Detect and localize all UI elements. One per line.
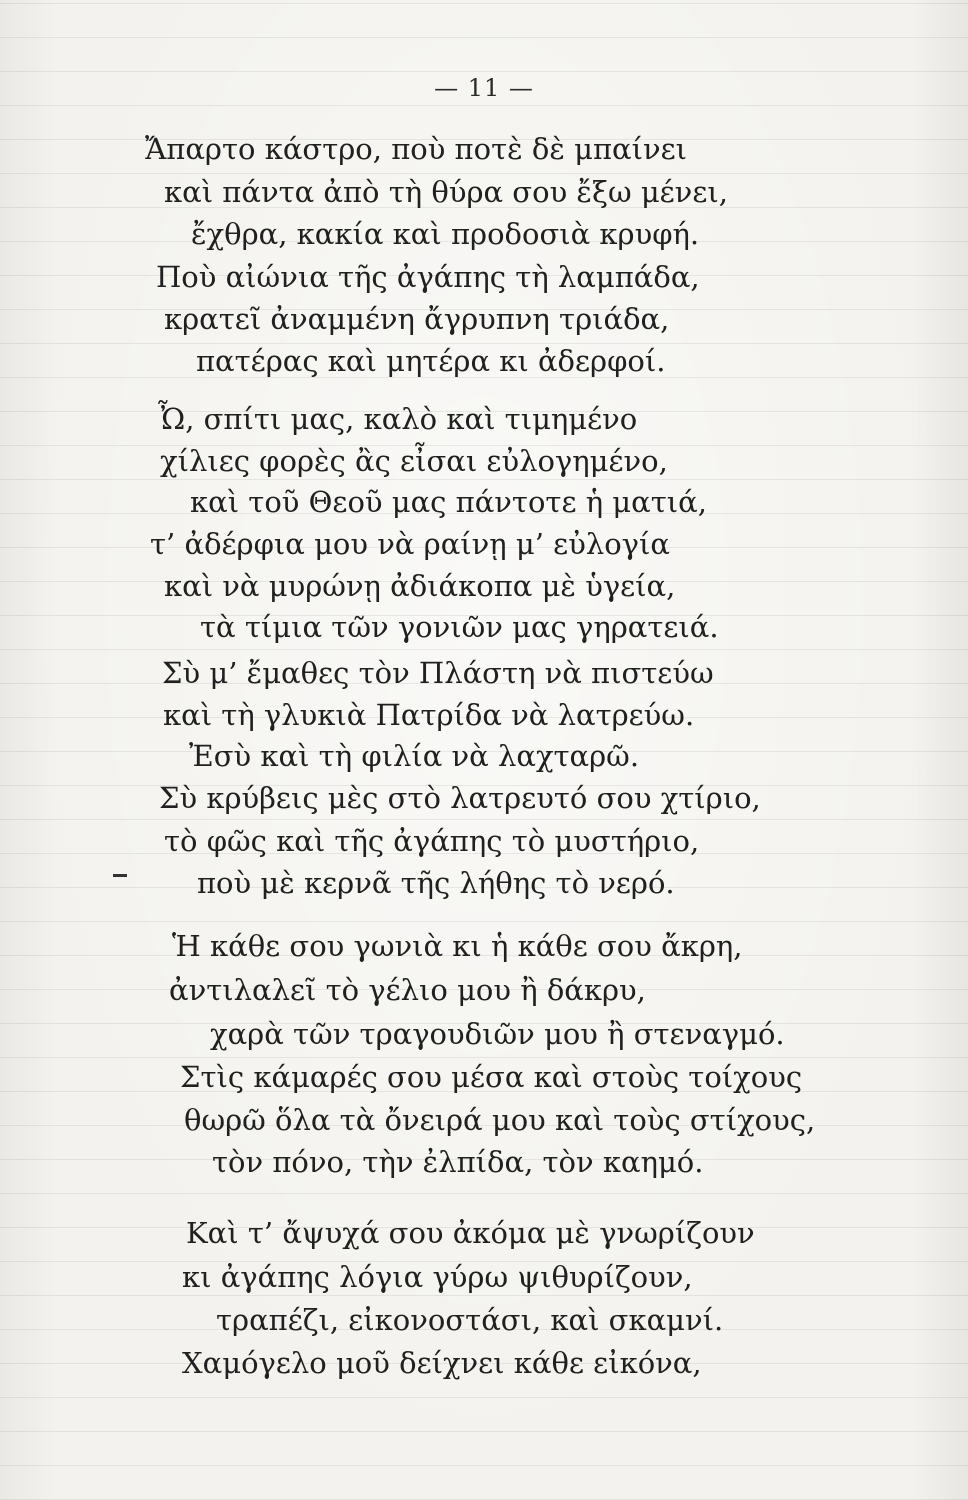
poem-line: τὸν πόνο, τὴν ἐλπίδα, τὸν καημό. <box>212 1145 704 1179</box>
poem-line: ποὺ μὲ κερνᾶ τῆς λήθης τὸ νερό. <box>197 866 675 900</box>
poem-line: τ’ ἀδέρφια μου νὰ ραίνῃ μ’ εὐλογία <box>150 527 670 561</box>
poem-line: Ἄπαρτο κάστρο, ποὺ ποτὲ δὲ μπαίνει <box>145 132 688 166</box>
poem-line: καὶ πάντα ἀπὸ τὴ θύρα σου ἔξω μένει, <box>164 175 728 209</box>
poem-line: Χαμόγελο μοῦ δείχνει κάθε εἰκόνα, <box>182 1346 702 1380</box>
poem-line: Ἡ κάθε σου γωνιὰ κι ἡ κάθε σου ἄκρη, <box>172 929 743 963</box>
poem-line: τὰ τίμια τῶν γονιῶν μας γηρατειά. <box>200 610 719 644</box>
poem-line: Σὺ μ’ ἔμαθες τὸν Πλάστη νὰ πιστεύω <box>162 656 714 690</box>
poem-line: Ἐσὺ καὶ τὴ φιλία νὰ λαχταρῶ. <box>189 739 640 773</box>
poem-line: ἔχθρα, κακία καὶ προδοσιὰ κρυφή. <box>191 217 700 251</box>
poem-line: καὶ νὰ μυρώνῃ ἀδιάκοπα μὲ ὑγεία, <box>164 569 676 603</box>
poem-line: Ὦ, σπίτι μας, καλὸ καὶ τιμημένο <box>158 402 638 436</box>
poem-line: τραπέζι, εἰκονοστάσι, καὶ σκαμνί. <box>216 1303 724 1337</box>
poem-line: πατέρας καὶ μητέρα κι ἀδερφοί. <box>196 344 666 378</box>
poem-line: χίλιες φορὲς ἂς εἶσαι εὐλογημένο, <box>160 444 668 478</box>
poem-line: θωρῶ ὅλα τὰ ὄνειρά μου καὶ τοὺς στίχους, <box>184 1103 816 1137</box>
poem-line: χαρὰ τῶν τραγουδιῶν μου ἢ στεναγμό. <box>210 1017 785 1051</box>
poem-line: Καὶ τ’ ἄψυχά σου ἀκόμα μὲ γνωρίζουν <box>186 1216 755 1250</box>
poem-line: καὶ τὴ γλυκιὰ Πατρίδα νὰ λατρεύω. <box>163 698 695 732</box>
poem-line: τὸ φῶς καὶ τῆς ἀγάπης τὸ μυστήριο, <box>164 824 700 858</box>
poem-line: ἀντιλαλεῖ τὸ γέλιο μου ἢ δάκρυ, <box>169 973 646 1007</box>
poem-line: κι ἀγάπης λόγια γύρω ψιθυρίζουν, <box>182 1260 693 1294</box>
margin-mark <box>113 874 127 877</box>
poem-line: Ποὺ αἰώνια τῆς ἀγάπης τὴ λαμπάδα, <box>156 260 700 294</box>
poem-line: Στὶς κάμαρές σου μέσα καὶ στοὺς τοίχους <box>180 1060 803 1094</box>
poem-line: καὶ τοῦ Θεοῦ μας πάντοτε ἡ ματιά, <box>190 485 707 519</box>
page-number: — 11 — <box>434 74 534 102</box>
poem-line: κρατεῖ ἀναμμένη ἄγρυπνη τριάδα, <box>164 302 670 336</box>
poem-line: Σὺ κρύβεις μὲς στὸ λατρευτό σου χτίριο, <box>159 781 761 815</box>
